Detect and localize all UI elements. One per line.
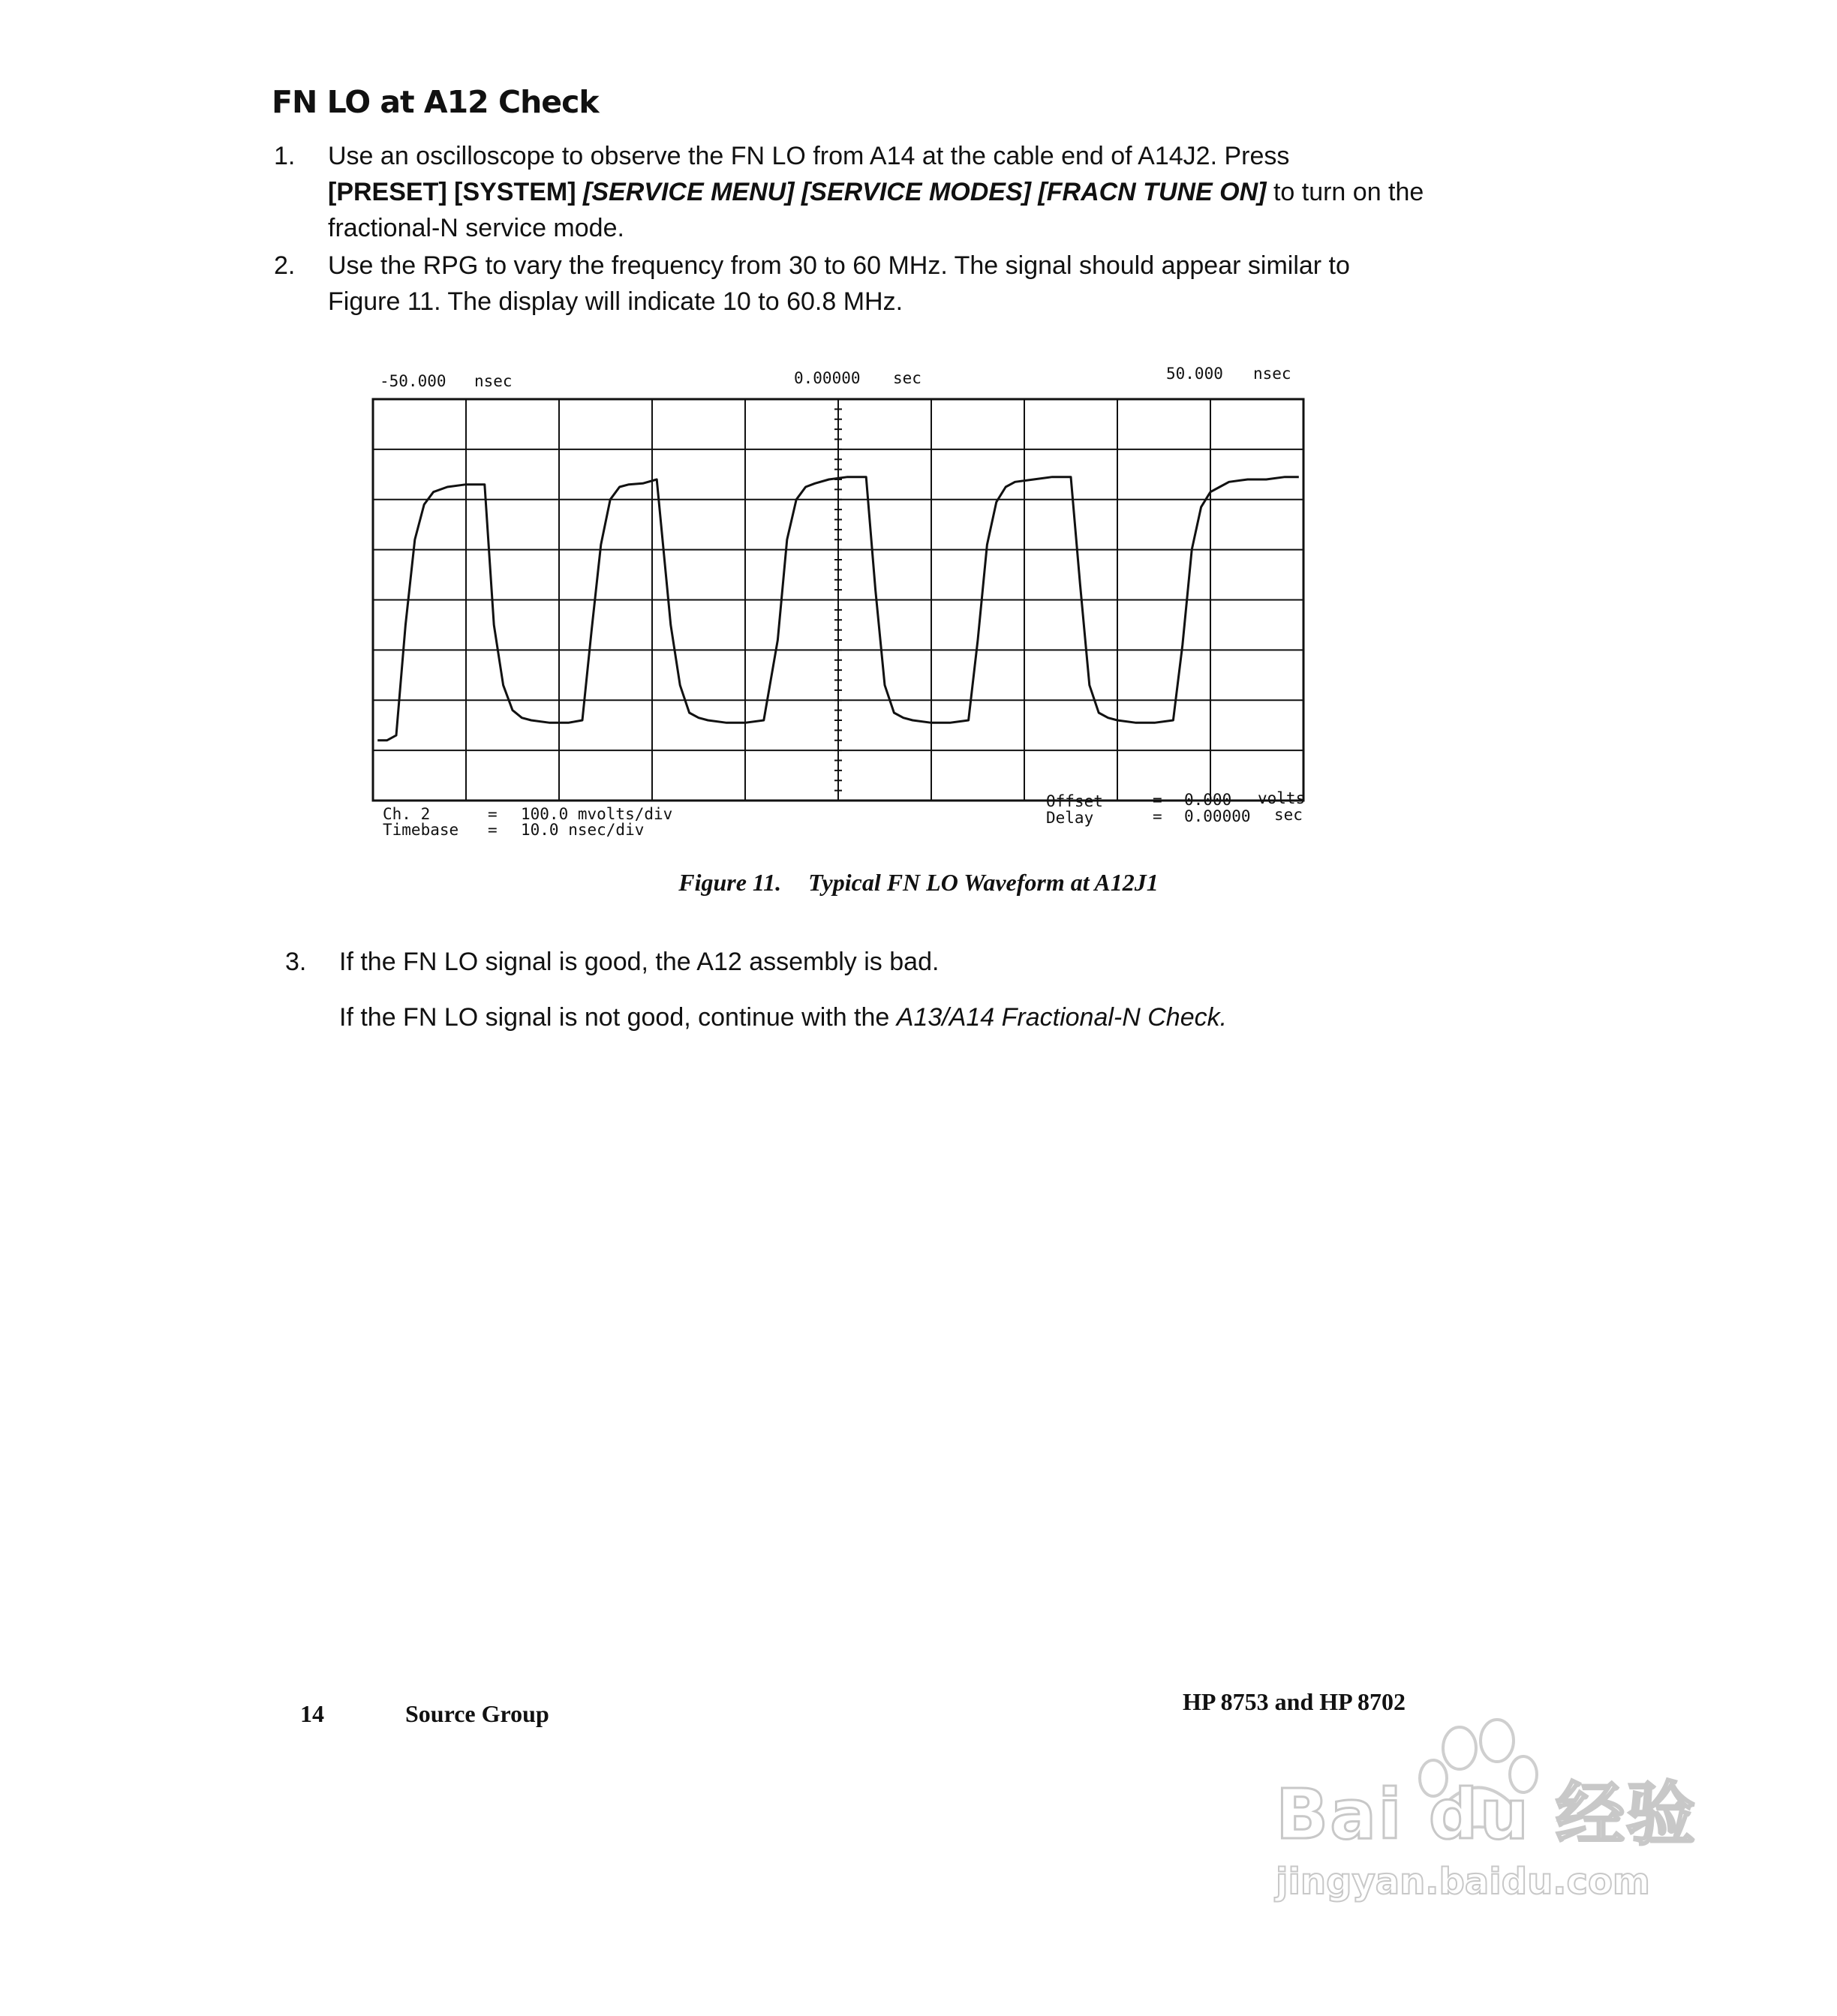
x-center-unit: sec [893,369,922,387]
figure-title: Typical FN LO Waveform at A12J1 [808,869,1159,896]
step-body [328,138,1469,246]
offset-label: Offset [1046,792,1103,810]
channel-label: Ch. 2 [383,805,431,823]
hardkey-sequence: [PRESET] [SYSTEM] [328,178,576,206]
figure-caption [0,869,1837,897]
delay-value: 0.00000 [1184,807,1251,825]
channel-scale: 100.0 mvolts/div [521,805,673,823]
equals-sign: = [1153,791,1162,809]
oscilloscope-display [360,353,1328,848]
step-text-line: Use an oscilloscope to observe the FN LO from A14 at the cable end of A14J2. Press [328,142,1290,170]
offset-unit: volts [1258,789,1306,807]
step-text-line: If the FN LO signal is good, the A12 assembly is bad. [339,948,940,976]
step-number: 3. [285,948,307,976]
softkey-sequence: [SERVICE MENU] [SERVICE MODES] [FRACN TUNE ON] [583,178,1267,206]
watermark-brand: Bai du 经验 [1276,1774,1697,1855]
step-text-line [339,999,1427,1035]
page-number: 14 [300,1700,324,1727]
cross-reference-link[interactable]: A13/A14 Fractional-N Check. [896,1003,1228,1032]
x-right-unit: nsec [1253,365,1291,383]
step-number: 1. [274,142,296,170]
step-body [339,944,1427,1035]
step-text-line: fractional-N service mode. [328,214,624,242]
step-text-lead: If the FN LO signal is not good, continue with the [339,1003,890,1032]
step-2 [274,248,1475,330]
timebase-label: Timebase [383,821,459,839]
x-right-label: 50.000 [1166,365,1223,383]
step-text-line: Use the RPG to vary the frequency from 30 to 60 MHz. The signal should appear similar to [328,251,1350,280]
page-footer-left [300,1700,549,1728]
x-left-label: -50.000 [380,372,446,390]
footer-product: HP 8753 and HP 8702 [1183,1688,1406,1715]
step-text-tail: to turn on the [1273,178,1424,206]
delay-unit: sec [1274,806,1303,824]
timebase-scale: 10.0 nsec/div [521,821,645,839]
equals-sign: = [488,805,498,823]
step-text-line [328,174,1469,210]
step-body [328,248,1469,320]
footer-section: Source Group [405,1700,549,1727]
x-left-unit: nsec [474,372,513,390]
step-number: 2. [274,251,296,280]
oscilloscope-figure [360,353,1328,848]
graticule [373,399,1303,801]
figure-label: Figure 11. [678,869,782,896]
section-title: FN LO at A12 Check [272,84,599,120]
step-1 [274,138,1475,251]
offset-value: 0.000 [1184,791,1232,809]
equals-sign: = [1153,807,1162,825]
x-center-label: 0.00000 [794,369,861,387]
step-3 [285,944,1486,1032]
equals-sign: = [488,821,498,839]
watermark-url: jingyan.baidu.com [1276,1861,1650,1903]
step-text-line: Figure 11. The display will indicate 10 to 60.8 MHz. [328,287,903,316]
delay-label: Delay [1046,809,1094,827]
